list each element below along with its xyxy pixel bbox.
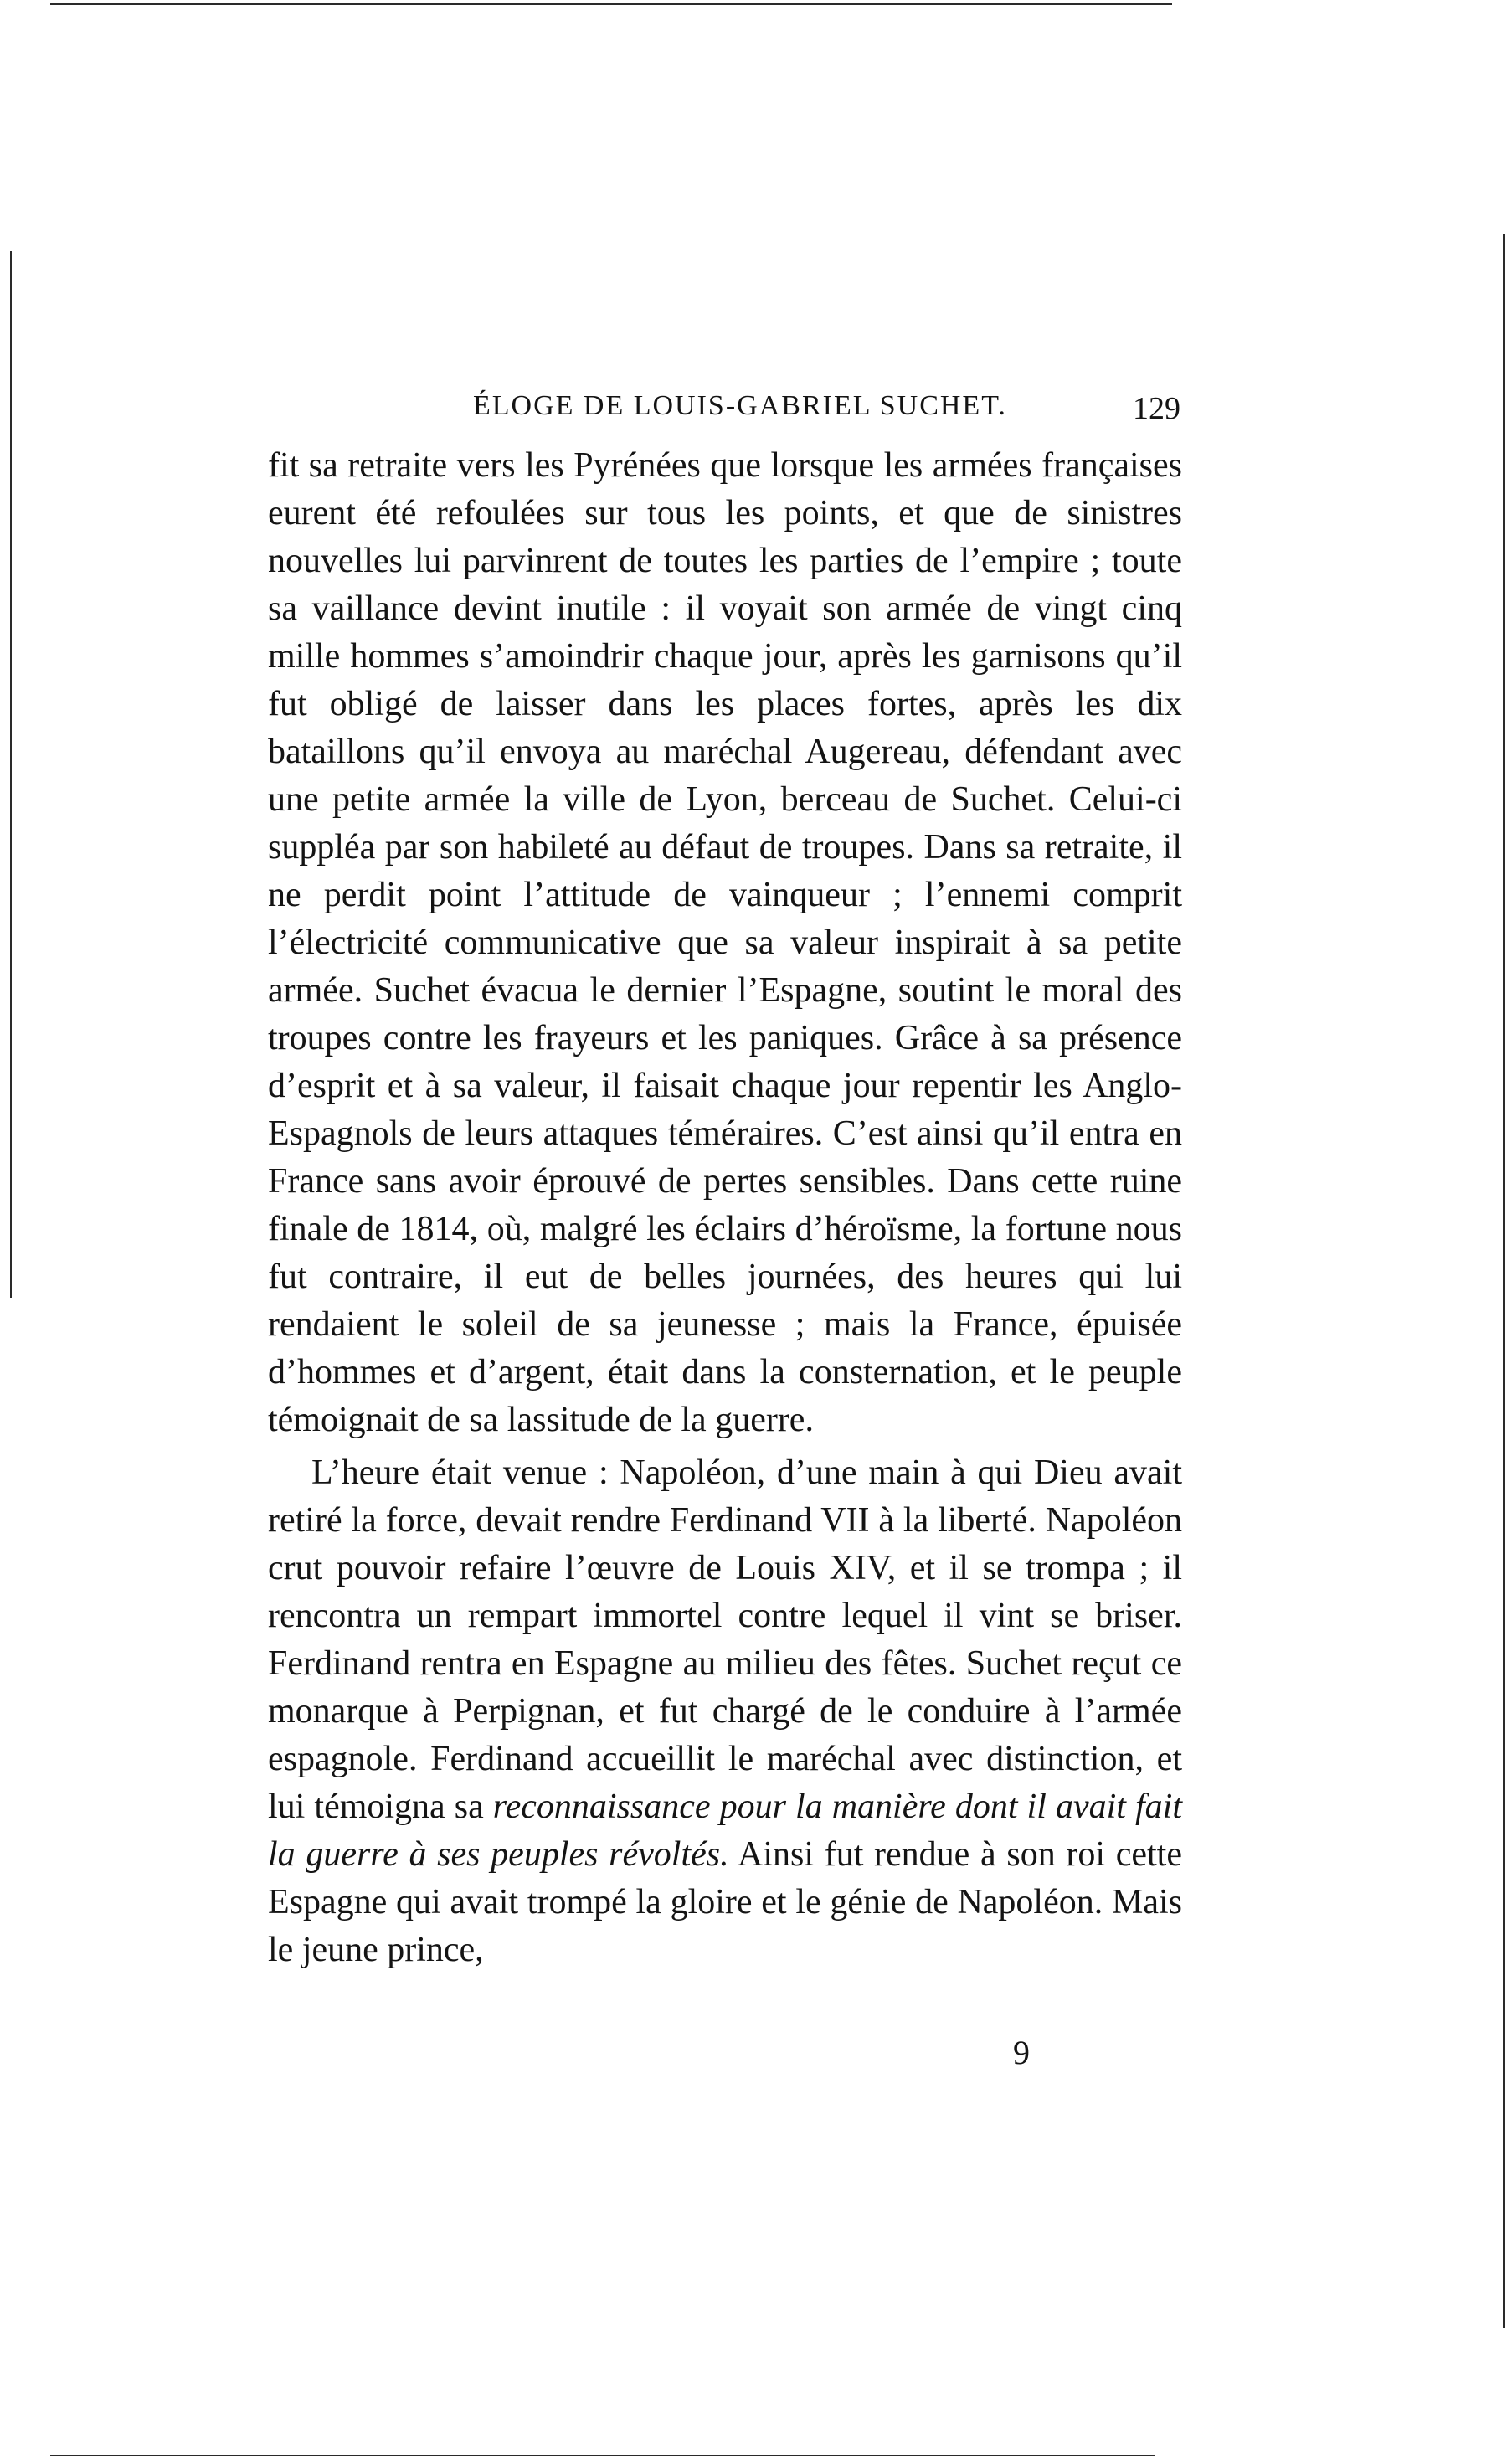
paragraph-2-italic: reconnaissance pour la manière dont il avait fait la guerre à ses peuples révoltés. xyxy=(268,1788,1182,1874)
paragraph-1: fit sa retraite vers les Pyrénées que lorsque les armées françaises eurent été refoulées sur tous les points, et que de sinistres nouvelles lui parvinrent de toutes les parties de l’empire ; toute sa vaillance devint inutile : il voyait son armée de vingt cinq mille hommes s’amoindrir chaque jour, après les garnisons qu’il fut obligé de laisser dans les places fortes, après les dix bataillons qu’il envoya au maréchal Augereau, défendant avec une petite armée la ville de Lyon, berceau de Suchet. Celui-ci suppléa par son habileté au défaut de troupes. Dans sa retraite, il ne perdit point l’attitude de vainqueur ; l’ennemi comprit l’électricité communicative que sa valeur inspirait à sa petite armée. Suchet évacua le dernier l’Espagne, soutint le moral des troupes contre les frayeurs et les paniques. Grâce à sa présence d’esprit et à sa valeur, il faisait chaque jour repentir les Anglo-Espagnols de leurs attaques téméraires. C’est ainsi qu’il entra en France sans avoir éprouvé de pertes sensibles. Dans cette ruine finale de 1814, où, malgré les éclairs d’héroïsme, la fortune nous fut contraire, il eut de belles journées, des heures qui lui rendaient le soleil de sa jeunesse ; mais la France, épuisée d’hommes et d’argent, était dans la consternation, et le peuple témoignait de sa lassitude de la guerre. xyxy=(268,446,1182,1439)
page-header xyxy=(268,390,1180,440)
paragraph-2 xyxy=(268,1449,1182,1974)
signature-mark: 9 xyxy=(1013,2034,1030,2071)
page-number: 129 xyxy=(1133,391,1180,426)
scan-edge-left xyxy=(10,251,12,1298)
scan-edge-right xyxy=(1503,234,1505,2328)
paragraph-2-start: L’heure était venue : Napoléon, d’une main à qui Dieu avait retiré la force, devait rendre Ferdinand VII à la liberté. Napoléon crut pouvoir refaire l’œuvre de Louis XIV, et il se trompa ; il rencontra un rempart immortel contre lequel il vint se briser. Ferdinand rentra en Espagne au milieu des fêtes. Suchet reçut ce monarque à Perpignan, et fut chargé de le conduire à l’armée espagnole. Ferdinand accueillit le maréchal avec distinction, et lui témoigna sa xyxy=(268,1453,1182,1826)
body-text xyxy=(268,442,1182,1974)
paragraph-2-end: Ainsi fut rendue à son roi cette Espagne qui avait trompé la gloire et le génie de Napoléon. Mais le jeune prince, xyxy=(268,1835,1182,1969)
running-title: ÉLOGE DE LOUIS-GABRIEL SUCHET. xyxy=(473,390,1007,421)
scan-edge-top xyxy=(50,3,1172,5)
scan-edge-bottom xyxy=(50,2455,1155,2456)
